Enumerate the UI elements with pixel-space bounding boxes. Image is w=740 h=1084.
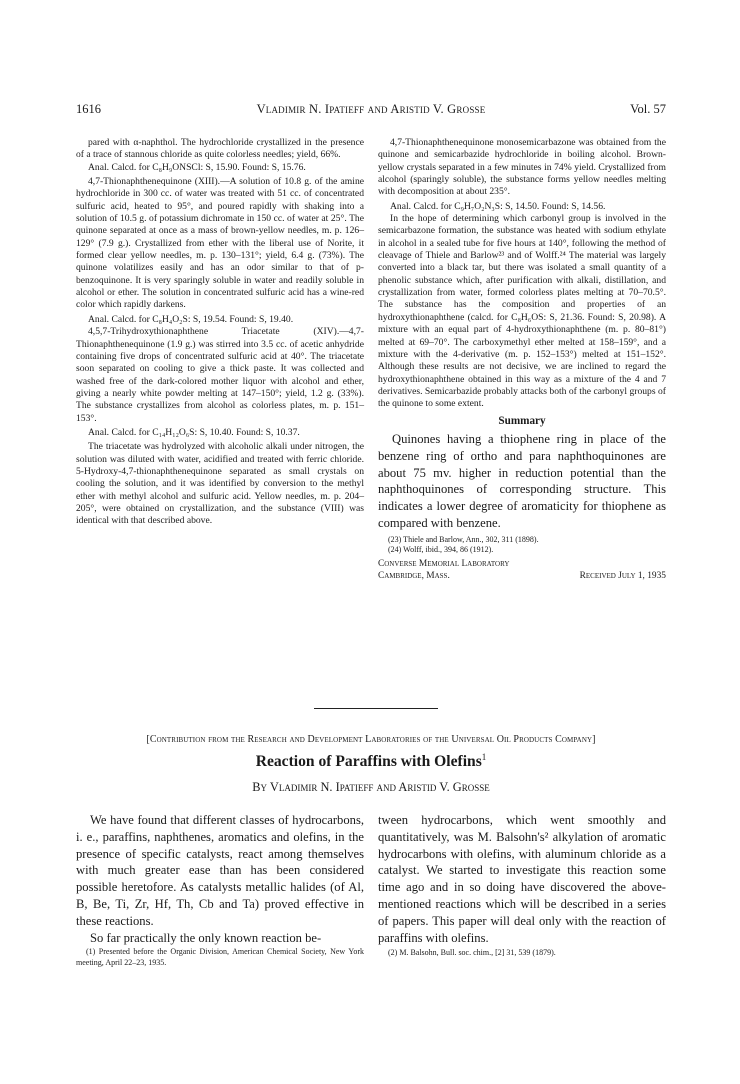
paragraph: The triacetate was hydrolyzed with alcoholic alkali under nitrogen, the solution was diluted with water, acidified and treated with ferric chloride. 5-Hydroxy-4,7-thionaphthenequinone separated as small crystals on cooling the solution, and it was identified by conversion to the methyl ether with methyl alcohol and sulfuric acid. Yellow needles, m. p. 204–205°, were obtained on crystallization, and the substance (VIII) was identical with that described above. — [76, 441, 364, 527]
byline: By Vladimir N. Ipatieff and Aristid V. Grosse — [252, 780, 490, 794]
paragraph: In the hope of determining which carbonyl group is involved in the semicarbazone formation, the substance was heated with sodium ethylate in alcohol in a sealed tube for five hours at 140°, following the method of cleavage of Thiele and Barlow²³ and of Wolff.²⁴ The material was largely converted into a black tar, but there was isolated a small quantity of a phenolic substance which, after purification with alkali, distillation, and crystallization from water, formed colorless plates melting at 70–70.5°. The substance has the composition and properties of an hydroxythionaphthene (calcd. for C₈H₆OS: S, 21.36. Found: S, 20.98). A mixture with an equal part of 4-hydroxythionaphthene (m. p. 80–81°) melted at 69–70°. The carboxymethyl ether melted at 158–159°, and a mixture with the 4-derivative (m. p. 152–153°) melted at 151–152°. Although these results are not decisive, we are inclined to regard the hydroxythionaphthene obtained in this way as a mixture of the 4 and 7 derivatives. Semicarbazide probably attacks both of the carbonyl groups of the quinone to some extent. — [378, 213, 666, 410]
summary-text: Quinones having a thiophene ring in place of the benzene ring of ortho and para naphthoquinones are about 75 mv. higher in reduction potential than the naphthoquinones of corresponding structure. This indicates a lower degree of aromaticity for thiophene as compared with benzene. — [378, 431, 666, 530]
footnote: (23) Thiele and Barlow, Ann., 302, 311 (1898). — [388, 534, 539, 544]
page-number: 1616 — [76, 102, 101, 116]
footnote: (24) Wolff, ibid., 394, 86 (1912). — [388, 544, 494, 554]
paragraph: 4,5,7-Trihydroxythionaphthene Triacetate (XIV).—4,7-Thionaphthenequinone (1.9 g.) was stirred into 3.5 cc. of acetic anhydride containing five drops of concentrated sulfuric acid at 40°. The triacetate soon separated on cooling to give a thick paste. It was collected and washed free of the dark-colored mother liquor with alcohol and ether, giving a nearly white powder melting at 147–150°; yield, 1.2 g. (33%). The substance crystallizes from alcohol as colorless plates, m. p. 151–153°. — [76, 326, 364, 424]
paragraph: pared with α-naphthol. The hydrochloride crystallized in the presence of a trace of stannous chloride as quite colorless needles; yield, 66%. — [76, 137, 364, 161]
column-left-top — [76, 137, 364, 528]
analysis-line: Anal. Calcd. for C₁₄H₁₂O₆S: S, 10.40. Found: S, 10.37. — [88, 426, 300, 438]
running-title: Vladimir N. Ipatieff and Aristid V. Grosse — [256, 102, 486, 116]
lab-address: Converse Memorial Laboratory — [378, 559, 510, 570]
paragraph: tween hydrocarbons, which went smoothly and quantitatively, was M. Balsohn's² alkylation of aromatic hydrocarbons with olefins, with aluminum chloride as a catalyst. We started to investigate this reaction some time ago and in so doing have discovered the above-mentioned reactions which will be described in a series of papers. This paper will deal only with the reaction of paraffins with olefins. — [378, 813, 666, 945]
body-column-right — [378, 812, 666, 959]
footnote: (2) M. Balsohn, Bull. soc. chim., [2] 31, 539 (1879). — [388, 948, 556, 958]
section-divider — [314, 708, 438, 709]
analysis-line: Anal. Calcd. for C₈H₉ONSCl: S, 15.90. Found: S, 15.76. — [88, 161, 306, 173]
contribution-line: [Contribution from the Research and Development Laboratories of the Universal Oil Products Company] — [146, 734, 596, 745]
paragraph: So far practically the only known reaction be- — [90, 930, 322, 945]
analysis-line: Anal. Calcd. for C₉H₇O₂N₃S: S, 14.50. Found: S, 14.56. — [390, 200, 606, 212]
footnote: (1) Presented before the Organic Division, American Chemical Society, New York meeting, April 22–23, 1935. — [76, 947, 364, 967]
title-footnote-mark: 1 — [481, 752, 487, 762]
paragraph: We have found that different classes of hydrocarbons, i. e., paraffins, naphthenes, aromatics and olefins, in the presence of specific catalysts, react among themselves with much greater ease than has been considered possible heretofore. As catalysts metallic halides (of Al, B, Be, Ti, Zr, Hf, Th, Cb and Ta) proved effective in these reactions. — [76, 813, 364, 928]
summary-heading: Summary — [498, 414, 546, 427]
paragraph: 4,7-Thionaphthenequinone monosemicarbazone was obtained from the quinone and semicarbazide hydrochloride in boiling alcohol. Brown-yellow crystals separated in a few minutes in 74% yield. Crystallized from alcohol (sparingly soluble), the substance forms yellow needles melting with decomposition at about 235°. — [378, 137, 666, 198]
city: Cambridge, Mass. — [378, 571, 450, 582]
address-row — [378, 570, 666, 582]
received-date: Received July 1, 1935 — [579, 571, 666, 582]
body-column-left — [76, 812, 364, 968]
running-header — [76, 102, 666, 118]
paragraph: 4,7-Thionaphthenequinone (XIII).—A solution of 10.8 g. of the amine hydrochloride in 300 cc. of water was treated with 51 cc. of concentrated sulfuric acid, heated to 95°, and poured rapidly with shaking into a solution of 10.5 g. of potassium dichromate in 150 cc. of water at 25°. The quinone separated at once as a mass of brown-yellow needles, m. p. 126–129° (7.9 g.). Crystallized from ether with the liberal use of Norite, it formed clear yellow needles, m. p. 130–131°; yield, 6.4 g. (73%). The quinone volatilizes easily and has an odor similar to that of p-benzoquinone. It is very sparingly soluble in water and readily soluble in alcohol or ether. The solution in concentrated sulfuric acid has a wine-red color which rapidly darkens. — [76, 176, 364, 311]
article-title — [76, 752, 666, 771]
analysis-line: Anal. Calcd. for C₈H₄O₂S: S, 19.54. Found: S, 19.40. — [88, 313, 294, 325]
article-title-text: Reaction of Paraffins with Olefins — [255, 753, 482, 771]
column-right-top — [378, 137, 666, 583]
volume-label: Vol. 57 — [630, 102, 666, 116]
